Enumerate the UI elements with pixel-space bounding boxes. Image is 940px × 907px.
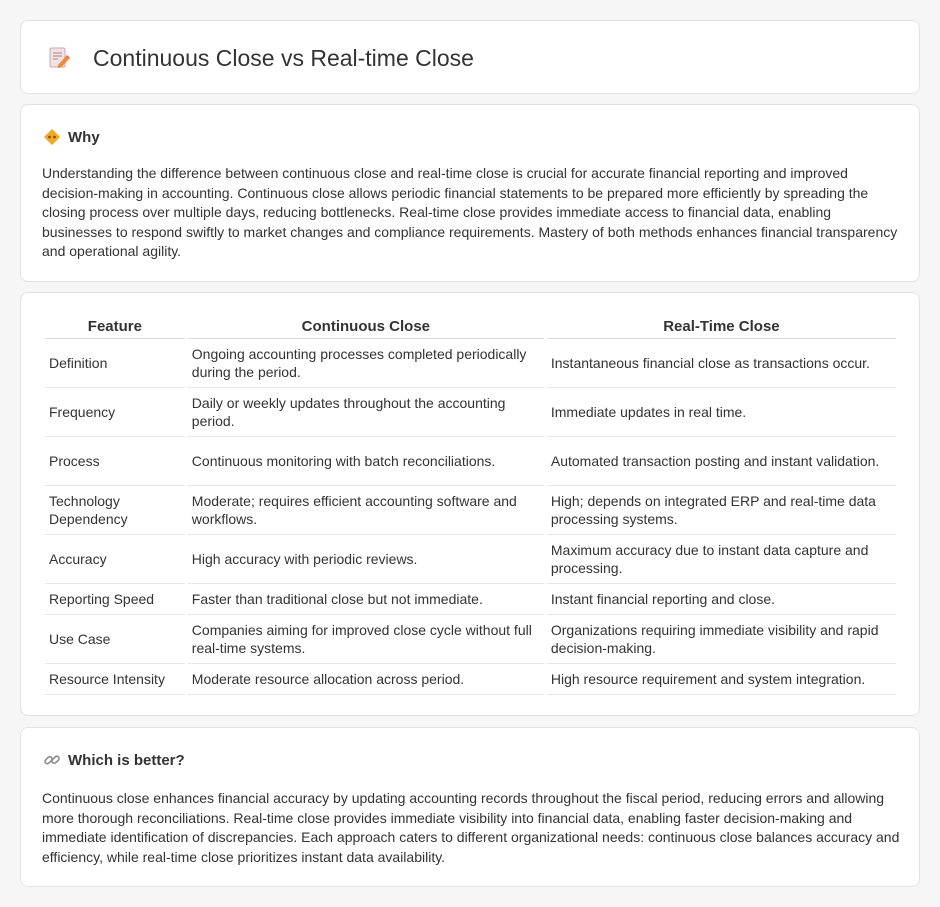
comparison-section bbox=[20, 292, 920, 716]
why-heading bbox=[43, 126, 100, 148]
realtime-cell: Organizations requiring immediate visibility and rapid decision-making. bbox=[547, 615, 896, 664]
table-row bbox=[45, 339, 896, 388]
table-row bbox=[45, 584, 896, 615]
continuous-cell: Moderate; requires efficient accounting software and workflows. bbox=[188, 486, 544, 535]
table-row bbox=[45, 615, 896, 664]
realtime-cell: Instant financial reporting and close. bbox=[547, 584, 896, 615]
table-row bbox=[45, 664, 896, 695]
feature-cell: Definition bbox=[45, 339, 185, 388]
page-title: Continuous Close vs Real-time Close bbox=[93, 45, 474, 71]
why-text: Understanding the difference between continuous close and real-time close is crucial for accurate financial reporting and improved decision-making in accounting. Continuous close allows periodic financial statements to be prepared more efficiently by spreading the closing process over multiple days, reducing bottlenecks. Real-time close provides immediate access to financial data, enabling businesses to respond swiftly to market changes and compliance requirements. Mastery of both methods enhances financial transparency and operational agility. bbox=[42, 165, 898, 260]
better-text: Continuous close enhances financial accuracy by updating accounting records throughout the fiscal period, reducing errors and allowing more thorough reconciliations. Real-time close provides immediate visibility into financial data, enabling faster decision-making and immediate identification of discrepancies. Each approach caters to different organizational needs: continuous close balances accuracy and efficiency, while real-time close prioritizes instant data availability. bbox=[42, 790, 900, 865]
feature-cell: Reporting Speed bbox=[45, 584, 185, 615]
realtime-cell: Maximum accuracy due to instant data capture and processing. bbox=[547, 535, 896, 584]
feature-cell: Resource Intensity bbox=[45, 664, 185, 695]
continuous-cell: High accuracy with periodic reviews. bbox=[188, 535, 544, 584]
feature-cell: Technology Dependency bbox=[45, 486, 185, 535]
continuous-cell: Faster than traditional close but not immediate. bbox=[188, 584, 544, 615]
continuous-cell: Daily or weekly updates throughout the accounting period. bbox=[188, 388, 544, 437]
continuous-cell: Companies aiming for improved close cycle without full real-time systems. bbox=[188, 615, 544, 664]
header-continuous-close: Continuous Close bbox=[188, 315, 544, 339]
link-icon bbox=[43, 751, 61, 769]
comparison-table bbox=[42, 315, 899, 695]
feature-cell: Accuracy bbox=[45, 535, 185, 584]
header-real-time-close: Real-Time Close bbox=[547, 315, 896, 339]
table-row bbox=[45, 535, 896, 584]
table-row bbox=[45, 486, 896, 535]
continuous-cell: Continuous monitoring with batch reconciliations. bbox=[188, 437, 544, 486]
realtime-cell: Automated transaction posting and instant validation. bbox=[547, 437, 896, 486]
feature-cell: Use Case bbox=[45, 615, 185, 664]
continuous-cell: Ongoing accounting processes completed periodically during the period. bbox=[188, 339, 544, 388]
why-heading-label: Why bbox=[68, 128, 100, 146]
table-header-row bbox=[45, 315, 896, 339]
realtime-cell: Instantaneous financial close as transactions occur. bbox=[547, 339, 896, 388]
header-feature: Feature bbox=[45, 315, 185, 339]
title-card bbox=[20, 20, 920, 94]
table-row bbox=[45, 437, 896, 486]
document-pencil-icon bbox=[47, 46, 71, 70]
realtime-cell: Immediate updates in real time. bbox=[547, 388, 896, 437]
better-heading-label: Which is better? bbox=[68, 751, 185, 769]
continuous-cell: Moderate resource allocation across period. bbox=[188, 664, 544, 695]
better-heading bbox=[43, 749, 185, 771]
table-row bbox=[45, 388, 896, 437]
why-section bbox=[20, 104, 920, 282]
diamond-icon bbox=[43, 128, 61, 146]
which-is-better-section bbox=[20, 727, 920, 887]
realtime-cell: High; depends on integrated ERP and real-time data processing systems. bbox=[547, 486, 896, 535]
realtime-cell: High resource requirement and system integration. bbox=[547, 664, 896, 695]
feature-cell: Process bbox=[45, 437, 185, 486]
feature-cell: Frequency bbox=[45, 388, 185, 437]
